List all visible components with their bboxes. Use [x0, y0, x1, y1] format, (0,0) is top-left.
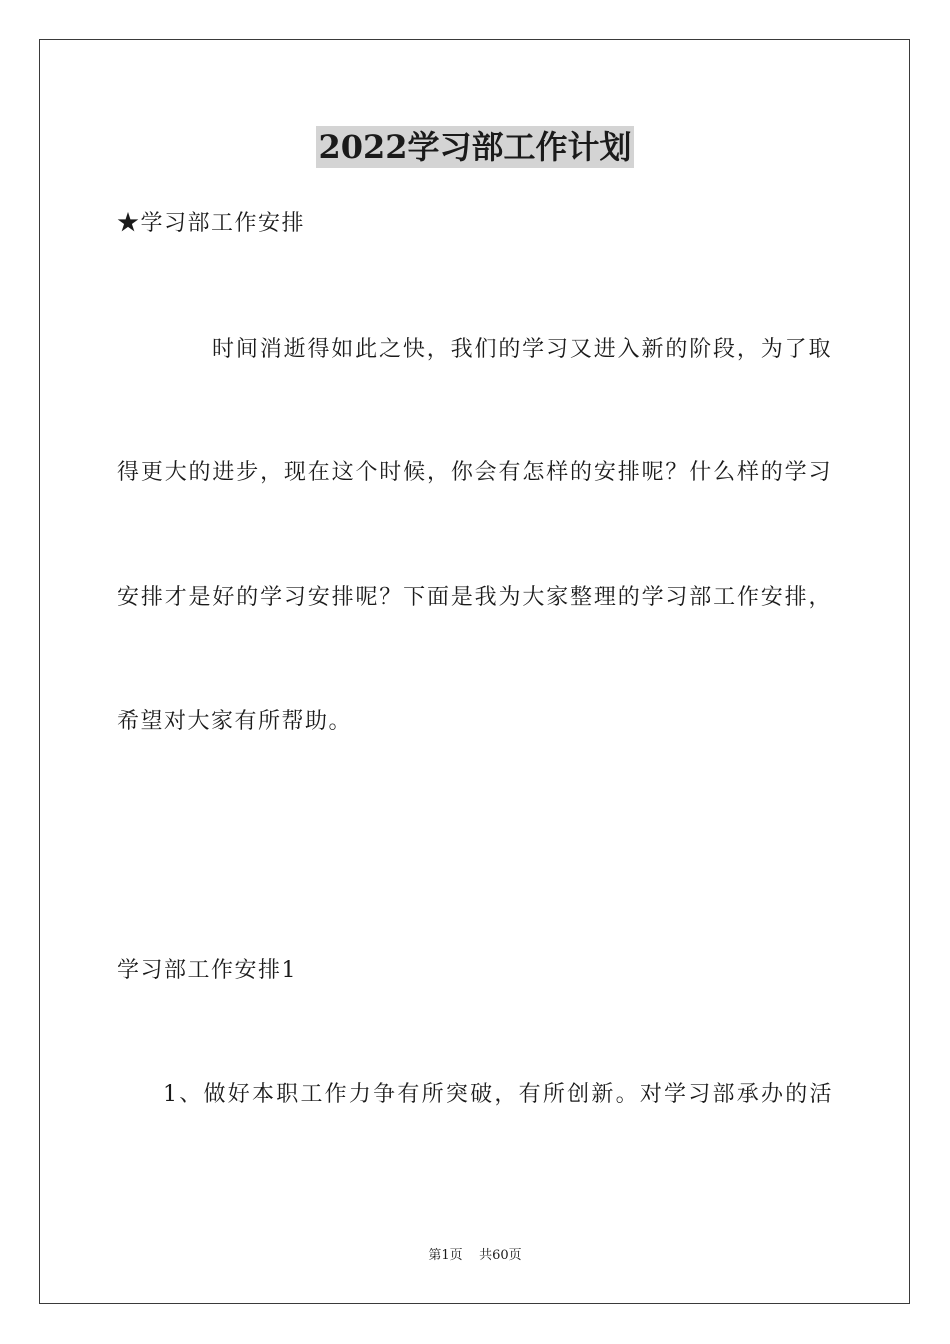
- title-container: [0, 126, 950, 168]
- document-title: 2022学习部工作计划: [318, 128, 632, 166]
- intro-paragraph-line-2: 得更大的进步，现在这个时候，你会有怎样的安排呢？什么样的学习: [117, 460, 832, 485]
- subheading-plan-1: 学习部工作安排1: [117, 958, 297, 983]
- page-total: 共60页: [479, 1248, 522, 1263]
- intro-paragraph-line-1: 时间消逝得如此之快，我们的学习又进入新的阶段，为了取: [212, 337, 832, 362]
- plan-item-1-line: 1、做好本职工作力争有所突破，有所创新。对学习部承办的活: [163, 1082, 833, 1107]
- page-number: 第1页: [428, 1248, 463, 1263]
- section-heading: ★学习部工作安排: [117, 211, 306, 236]
- intro-paragraph-line-4: 希望对大家有所帮助。: [117, 709, 353, 734]
- page-footer: [0, 1247, 950, 1265]
- intro-paragraph-line-3: 安排才是好的学习安排呢？下面是我为大家整理的学习部工作安排，: [117, 585, 832, 610]
